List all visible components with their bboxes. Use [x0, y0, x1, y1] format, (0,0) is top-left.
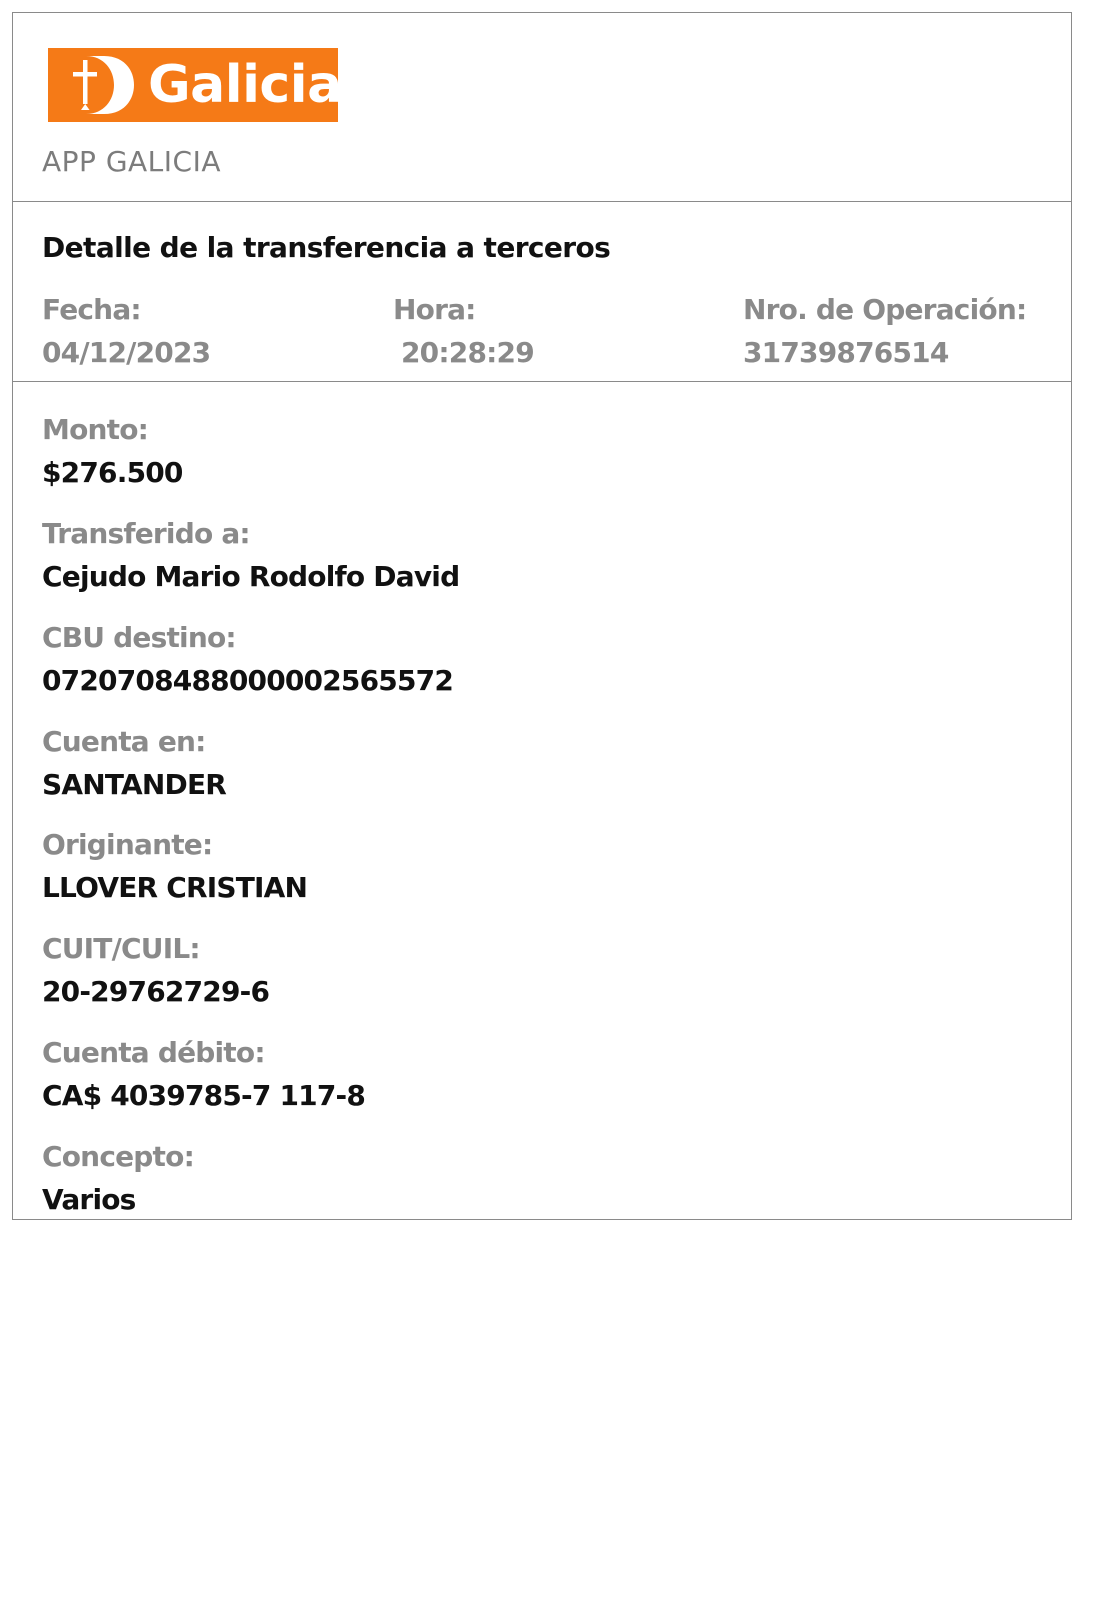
logo-wordmark: Galicia: [148, 55, 342, 115]
amount-label: Monto:: [42, 413, 149, 446]
app-name: APP GALICIA: [42, 145, 221, 178]
date-value: 04/12/2023: [42, 336, 211, 369]
cuit-value: 20-29762729-6: [42, 975, 270, 1008]
cuit-field: [42, 932, 942, 1009]
destination-bank-field: [42, 725, 942, 802]
operation-number-value: 31739876514: [743, 336, 949, 369]
amount-field: [42, 413, 942, 490]
operation-number-label: Nro. de Operación:: [743, 293, 1027, 326]
receipt-title: Detalle de la transferencia a terceros: [42, 231, 611, 264]
time-label: Hora:: [393, 293, 476, 326]
destination-bank-label: Cuenta en:: [42, 725, 206, 758]
concept-value: Varios: [42, 1183, 136, 1216]
date-label: Fecha:: [42, 293, 141, 326]
time-value: 20:28:29: [401, 336, 534, 369]
cuit-label: CUIT/CUIL:: [42, 932, 200, 965]
debit-account-field: [42, 1036, 942, 1113]
cbu-value: 0720708488000002565572: [42, 664, 454, 697]
originator-label: Originante:: [42, 828, 213, 861]
recipient-label: Transferido a:: [42, 517, 250, 550]
galicia-logo: [48, 48, 342, 122]
transfer-receipt: [12, 12, 1072, 1220]
concept-label: Concepto:: [42, 1140, 194, 1173]
debit-account-label: Cuenta débito:: [42, 1036, 265, 1069]
recipient-field: [42, 517, 942, 594]
galicia-emblem-icon: [60, 52, 140, 118]
receipt-header: [13, 13, 1071, 202]
cbu-field: [42, 621, 942, 698]
cbu-label: CBU destino:: [42, 621, 236, 654]
concept-field: [42, 1140, 942, 1217]
originator-field: [42, 828, 942, 905]
section-divider: [13, 381, 1071, 382]
debit-account-value: CA$ 4039785-7 117-8: [42, 1079, 366, 1112]
amount-value: $276.500: [42, 456, 183, 489]
recipient-value: Cejudo Mario Rodolfo David: [42, 560, 460, 593]
destination-bank-value: SANTANDER: [42, 768, 227, 801]
originator-value: LLOVER CRISTIAN: [42, 871, 308, 904]
